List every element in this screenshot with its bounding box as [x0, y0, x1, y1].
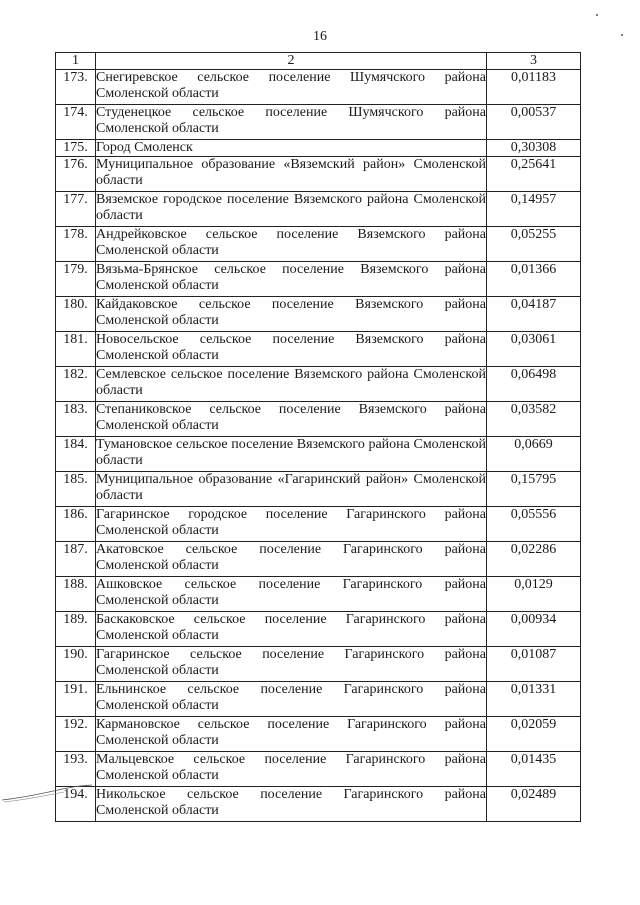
coefficient-value: 0,01087 — [487, 647, 581, 682]
table-row — [56, 612, 581, 647]
table-row — [56, 332, 581, 367]
row-number: 173. — [56, 70, 96, 105]
municipality-name: Ашковское сельское поселение Гагаринского района Смоленской области — [96, 577, 487, 612]
table-row — [56, 105, 581, 140]
table-row — [56, 227, 581, 262]
coefficient-value: 0,01435 — [487, 752, 581, 787]
row-number: 181. — [56, 332, 96, 367]
coefficient-value: 0,14957 — [487, 192, 581, 227]
municipality-name: Акатовское сельское поселение Гагаринского района Смоленской области — [96, 542, 487, 577]
row-number: 188. — [56, 577, 96, 612]
coefficient-value: 0,04187 — [487, 297, 581, 332]
municipality-name: Вяземское городское поселение Вяземского района Смоленской области — [96, 192, 487, 227]
coefficient-value: 0,01366 — [487, 262, 581, 297]
page-number: 16 — [313, 29, 327, 44]
municipality-name: Мальцевское сельское поселение Гагаринского района Смоленской области — [96, 752, 487, 787]
municipality-name: Снегиревское сельское поселение Шумячского района Смоленской области — [96, 70, 487, 105]
municipality-name: Вязьма-Брянское сельское поселение Вяземского района Смоленской области — [96, 262, 487, 297]
table-row — [56, 717, 581, 752]
row-number: 192. — [56, 717, 96, 752]
pen-mark — [0, 780, 95, 804]
coefficient-value: 0,06498 — [487, 367, 581, 402]
row-number: 178. — [56, 227, 96, 262]
row-number: 176. — [56, 157, 96, 192]
table-row — [56, 787, 581, 822]
table-row — [56, 402, 581, 437]
table-row — [56, 140, 581, 157]
coefficient-value: 0,03582 — [487, 402, 581, 437]
coefficient-value: 0,02286 — [487, 542, 581, 577]
municipality-name: Муниципальное образование «Гагаринский район» Смоленской области — [96, 472, 487, 507]
municipality-name: Гагаринское сельское поселение Гагаринского района Смоленской области — [96, 647, 487, 682]
table-row — [56, 752, 581, 787]
municipality-name: Кармановское сельское поселение Гагаринского района Смоленской области — [96, 717, 487, 752]
table-row — [56, 262, 581, 297]
table-row — [56, 577, 581, 612]
row-number: 185. — [56, 472, 96, 507]
coefficient-value: 0,05255 — [487, 227, 581, 262]
municipality-name: Ельнинское сельское поселение Гагаринского района Смоленской области — [96, 682, 487, 717]
table-row — [56, 157, 581, 192]
coefficient-value: 0,0669 — [487, 437, 581, 472]
row-number: 180. — [56, 297, 96, 332]
row-number: 177. — [56, 192, 96, 227]
municipality-name: Никольское сельское поселение Гагаринского района Смоленской области — [96, 787, 487, 822]
table-header-row — [56, 53, 581, 70]
municipality-name: Степаниковское сельское поселение Вяземского района Смоленской области — [96, 402, 487, 437]
municipality-name: Гагаринское городское поселение Гагаринского района Смоленской области — [96, 507, 487, 542]
allocation-table — [55, 52, 581, 822]
table-row — [56, 507, 581, 542]
table-row — [56, 682, 581, 717]
coefficient-value: 0,01183 — [487, 70, 581, 105]
column-header-value: 3 — [487, 53, 581, 70]
coefficient-value: 0,00537 — [487, 105, 581, 140]
column-header-name: 2 — [96, 53, 487, 70]
row-number: 190. — [56, 647, 96, 682]
municipality-name: Студенецкое сельское поселение Шумячского района Смоленской области — [96, 105, 487, 140]
row-number: 174. — [56, 105, 96, 140]
table-row — [56, 472, 581, 507]
table-row — [56, 437, 581, 472]
municipality-name: Баскаковское сельское поселение Гагаринского района Смоленской области — [96, 612, 487, 647]
coefficient-value: 0,02059 — [487, 717, 581, 752]
table-row — [56, 70, 581, 105]
row-number: 187. — [56, 542, 96, 577]
municipality-name: Тумановское сельское поселение Вяземского района Смоленской области — [96, 437, 487, 472]
municipality-name: Семлевское сельское поселение Вяземского района Смоленской области — [96, 367, 487, 402]
municipality-name: Город Смоленск — [96, 140, 487, 157]
row-number: 182. — [56, 367, 96, 402]
row-number: 193. — [56, 752, 96, 787]
scan-speck — [596, 14, 598, 16]
coefficient-value: 0,00934 — [487, 612, 581, 647]
table-row — [56, 647, 581, 682]
coefficient-value: 0,03061 — [487, 332, 581, 367]
municipality-name: Новосельское сельское поселение Вяземского района Смоленской области — [96, 332, 487, 367]
row-number: 194. — [56, 787, 96, 822]
table-body — [56, 70, 581, 822]
coefficient-value: 0,01331 — [487, 682, 581, 717]
table-row — [56, 192, 581, 227]
coefficient-value: 0,05556 — [487, 507, 581, 542]
row-number: 189. — [56, 612, 96, 647]
row-number: 186. — [56, 507, 96, 542]
coefficient-value: 0,15795 — [487, 472, 581, 507]
coefficient-value: 0,30308 — [487, 140, 581, 157]
table-row — [56, 542, 581, 577]
table-row — [56, 297, 581, 332]
coefficient-value: 0,0129 — [487, 577, 581, 612]
row-number: 183. — [56, 402, 96, 437]
row-number: 184. — [56, 437, 96, 472]
column-header-number: 1 — [56, 53, 96, 70]
municipality-name: Кайдаковское сельское поселение Вяземского района Смоленской области — [96, 297, 487, 332]
municipality-name: Андрейковское сельское поселение Вяземского района Смоленской области — [96, 227, 487, 262]
table-row — [56, 367, 581, 402]
scan-speck — [621, 34, 623, 36]
municipality-name: Муниципальное образование «Вяземский район» Смоленской области — [96, 157, 487, 192]
coefficient-value: 0,25641 — [487, 157, 581, 192]
row-number: 175. — [56, 140, 96, 157]
row-number: 179. — [56, 262, 96, 297]
row-number: 191. — [56, 682, 96, 717]
coefficient-value: 0,02489 — [487, 787, 581, 822]
